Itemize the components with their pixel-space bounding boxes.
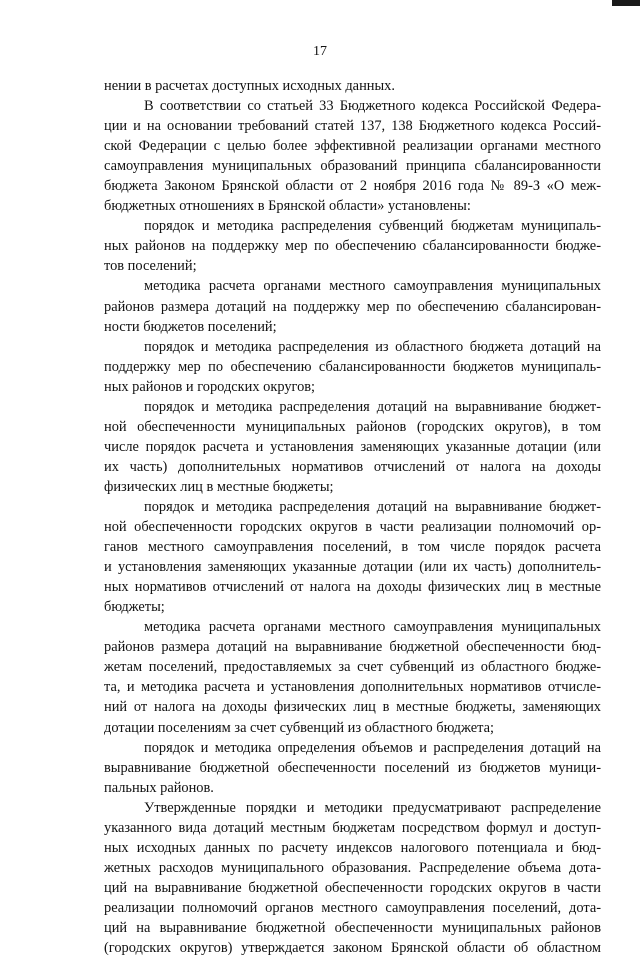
text-line: ных нормативов отчислений от налога на доходы физических лиц в местные	[104, 579, 601, 596]
text-line: и установления заменяющих указанные дотации (или их часть) дополнитель-	[104, 559, 601, 576]
text-line: бюджетных отношениях в Брянской области» установлены:	[104, 198, 471, 215]
text-line: порядок и методика распределения дотаций на выравнивание бюджет-	[144, 398, 601, 415]
text-line: районов размера дотаций на поддержку мер по обеспечению сбалансирован-	[104, 298, 601, 315]
text-line: бюджета Законом Брянской области от 2 ноября 2016 года № 89-З «О меж-	[104, 178, 601, 195]
text-line: порядок и методика распределения дотаций на выравнивание бюджет-	[144, 498, 601, 515]
text-line: физических лиц в местные бюджеты;	[104, 478, 334, 495]
text-line: реализации полномочий органов местного самоуправления поселений, дота-	[104, 899, 601, 916]
text-line: ной обеспеченности городских округов в части реализации полномочий ор-	[104, 519, 601, 536]
text-line: порядок и методика распределения субвенций бюджетам муниципаль-	[144, 218, 601, 235]
text-line: та, и методика расчета и установления дополнительных нормативов отчисле-	[104, 679, 601, 696]
text-line: ных районов на поддержку мер по обеспечению сбалансированности бюдже-	[104, 238, 601, 255]
text-line: тов поселений;	[104, 258, 197, 275]
text-line: пальных районов.	[104, 779, 214, 796]
text-line: жетам поселений, предоставляемых за счет субвенций из областного бюдже-	[104, 659, 601, 676]
text-line: В соответствии со статьей 33 Бюджетного кодекса Российской Федера-	[144, 98, 601, 115]
text-line: жетных расходов муниципального образования. Распределение объема дота-	[104, 859, 601, 876]
text-line: бюджеты;	[104, 599, 165, 616]
text-line: методика расчета органами местного самоуправления муниципальных	[144, 278, 601, 295]
text-line: поддержку мер по обеспечению сбалансированности бюджетов муниципаль-	[104, 358, 601, 375]
text-line: ной обеспеченности муниципальных районов (городских округов), в том	[104, 418, 601, 435]
text-line: самоуправления муниципальных образований принципа сбалансированности	[104, 158, 601, 175]
text-line: числе порядок расчета и установления заменяющих указанные дотации (или	[104, 438, 601, 455]
text-line: методика расчета органами местного самоуправления муниципальных	[144, 619, 601, 636]
text-line: ний от налога на доходы физических лиц в местные бюджеты, заменяющих	[104, 699, 601, 716]
text-line: (городских округов) утверждается законом Брянской области об областном	[104, 940, 601, 957]
text-line: ных исходных данных по расчету индексов налогового потенциала и бюд-	[104, 839, 601, 856]
text-line: их часть) дополнительных нормативов отчислений от налога на доходы	[104, 458, 601, 475]
scan-artifact	[612, 0, 640, 6]
text-line: ганов местного самоуправления поселений, в том числе порядок расчета	[104, 539, 601, 556]
text-line: порядок и методика определения объемов и распределения дотаций на	[144, 739, 601, 756]
text-line: указанного вида дотаций местным бюджетам посредством формул и доступ-	[104, 819, 601, 836]
text-line: ций на выравнивание бюджетной обеспеченности муниципальных районов	[104, 919, 601, 936]
text-line: дотации поселениям за счет субвенций из областного бюджета;	[104, 719, 494, 736]
text-line: районов размера дотаций на выравнивание бюджетной обеспеченности бюд-	[104, 639, 601, 656]
text-line: выравнивание бюджетной обеспеченности поселений из бюджетов муници-	[104, 759, 601, 776]
text-line: ции и на основании требований статей 137, 138 Бюджетного кодекса Россий-	[104, 118, 601, 135]
text-line: ности бюджетов поселений;	[104, 318, 277, 335]
text-line: ных районов и городских округов;	[104, 378, 316, 395]
text-line: ций на выравнивание бюджетной обеспеченности городских округов в части	[104, 879, 601, 896]
text-line: ской Федерации с целью более эффективной реализации органами местного	[104, 138, 601, 155]
text-line: нении в расчетах доступных исходных данных.	[104, 78, 395, 94]
text-line: Утвержденные порядки и методики предусматривают распределение	[144, 799, 601, 816]
body-text	[104, 76, 601, 958]
text-line: порядок и методика распределения из областного бюджета дотаций на	[144, 338, 601, 355]
page-number: 17	[313, 44, 327, 59]
